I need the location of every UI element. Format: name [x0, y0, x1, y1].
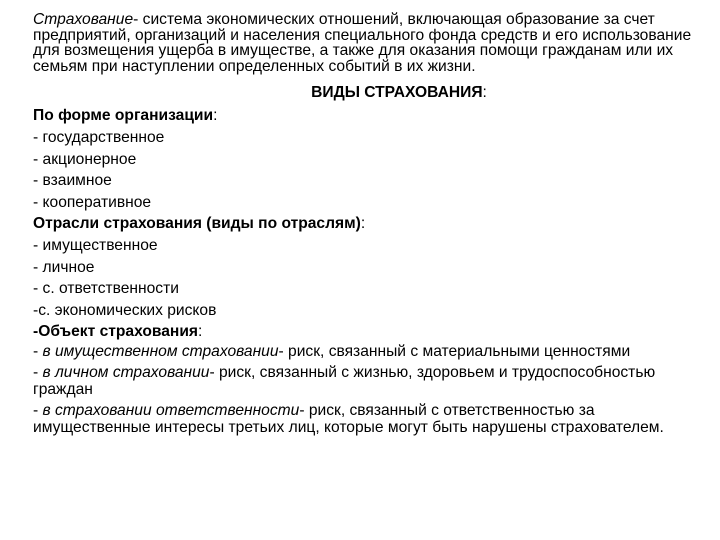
object-item-text: - риск, связанный с материальными ценностями	[278, 342, 631, 360]
object-item-prefix: -	[33, 342, 43, 360]
list-item: - имущественное	[33, 236, 158, 254]
list-item: - взаимное	[33, 172, 112, 190]
object-item-text: - риск, связанный с жизнью, здоровьем и трудоспособностью граждан	[33, 363, 656, 398]
slide-content	[33, 12, 705, 436]
list-item: - акционерное	[33, 150, 137, 168]
form-title	[33, 105, 705, 127]
object-item	[33, 364, 705, 398]
object-item-term: в страховании ответственности	[42, 401, 300, 419]
definition-term: Страхование	[33, 11, 134, 28]
object-item-prefix: -	[33, 401, 43, 419]
section-heading-colon: :	[482, 84, 487, 102]
definition-paragraph	[33, 12, 705, 74]
object-item-term: в имущественном страховании	[42, 342, 279, 360]
list-item: - с. ответственности	[33, 280, 179, 298]
object-item	[33, 343, 705, 360]
section-heading	[33, 83, 705, 102]
form-title-colon: :	[213, 107, 218, 125]
list-item: -с. экономических рисков	[33, 301, 217, 319]
object-title	[33, 321, 705, 343]
object-item-text: - риск, связанный с ответственностью за имущественные интересы третьих лиц, которые могут быть нарушены страхователем.	[33, 401, 664, 436]
object-item-term: в личном страховании	[42, 363, 210, 381]
object-title-colon: :	[198, 323, 203, 341]
object-item-prefix: -	[33, 363, 43, 381]
form-title-text: По форме организации	[33, 107, 214, 125]
definition-text: - система экономических отношений, включающая образование за счет предприятий, организаций и населения специального фонда средств и его использование для возмещения ущерба в имуществе, а также для оказания помощи гражданам или их семьям при наступлении определенных событий в их жизни.	[33, 11, 692, 75]
section-heading-text: ВИДЫ СТРАХОВАНИЯ	[311, 84, 483, 102]
list-item: - личное	[33, 258, 95, 276]
list-item: - кооперативное	[33, 193, 152, 211]
object-title-text: -Объект страхования	[33, 323, 199, 341]
object-item	[33, 402, 705, 436]
branch-title-colon: :	[360, 215, 366, 233]
branch-title-text: Отрасли страхования (виды по отраслям)	[33, 215, 361, 233]
list-item: - государственное	[33, 128, 165, 146]
branch-title	[33, 213, 705, 235]
